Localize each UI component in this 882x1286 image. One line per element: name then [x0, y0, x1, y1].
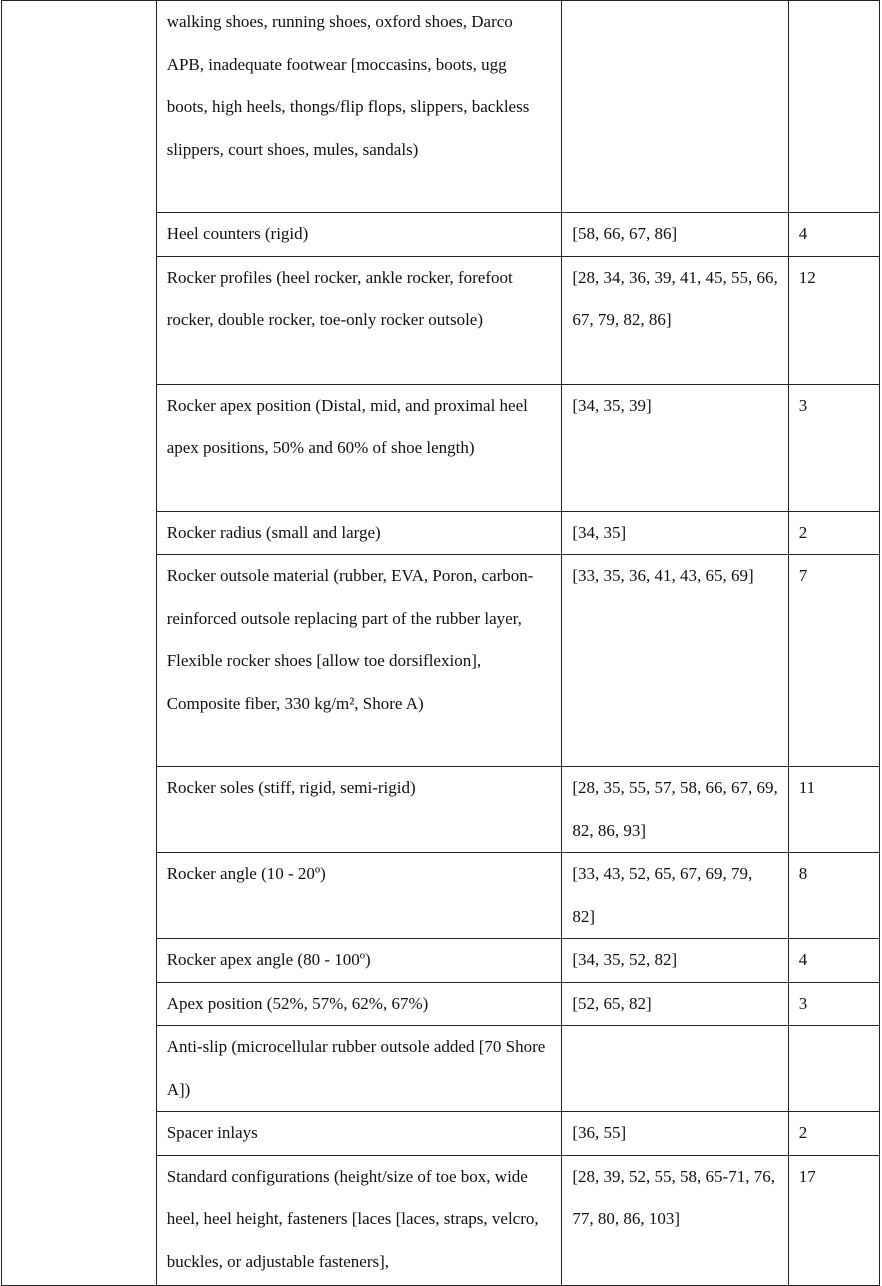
references-cell: [34, 35] [562, 511, 788, 555]
feature-cell: Anti-slip (microcellular rubber outsole added [70 Shore A]) [156, 1026, 562, 1112]
references-cell [562, 1026, 788, 1112]
count-cell: 3 [788, 384, 879, 511]
table-row [2, 1, 880, 213]
feature-cell: walking shoes, running shoes, oxford shoes, Darco APB, inadequate footwear [moccasins, boots, ugg boots, high heels, thongs/flip flops, slippers, backless slippers, court shoes, mules, sandals) [156, 1, 562, 213]
count-cell: 12 [788, 256, 879, 384]
references-cell: [36, 55] [562, 1112, 788, 1156]
count-cell: 2 [788, 1112, 879, 1156]
feature-cell: Rocker apex angle (80 - 100º) [156, 939, 562, 983]
count-cell [788, 1, 879, 213]
feature-cell: Rocker soles (stiff, rigid, semi-rigid) [156, 767, 562, 853]
count-cell: 4 [788, 939, 879, 983]
references-cell [562, 1, 788, 213]
count-cell [788, 1026, 879, 1112]
count-cell: 17 [788, 1155, 879, 1285]
references-cell: [33, 35, 36, 41, 43, 65, 69] [562, 555, 788, 767]
count-cell: 2 [788, 511, 879, 555]
feature-cell: Standard configurations (height/size of toe box, wide heel, heel height, fasteners [laces [laces, straps, velcro, buckles, or adjustable fasteners], [156, 1155, 562, 1285]
references-cell: [33, 43, 52, 65, 67, 69, 79, 82] [562, 853, 788, 939]
feature-cell: Rocker radius (small and large) [156, 511, 562, 555]
count-cell: 11 [788, 767, 879, 853]
references-cell: [52, 65, 82] [562, 982, 788, 1026]
feature-cell: Rocker angle (10 - 20º) [156, 853, 562, 939]
references-cell: [28, 35, 55, 57, 58, 66, 67, 69, 82, 86, 93] [562, 767, 788, 853]
references-cell: [58, 66, 67, 86] [562, 213, 788, 257]
references-cell: [34, 35, 52, 82] [562, 939, 788, 983]
references-cell: [28, 34, 36, 39, 41, 45, 55, 66, 67, 79, 82, 86] [562, 256, 788, 384]
feature-cell: Rocker profiles (heel rocker, ankle rocker, forefoot rocker, double rocker, toe-only rocker outsole) [156, 256, 562, 384]
footwear-features-table [1, 0, 880, 1286]
feature-cell: Rocker apex position (Distal, mid, and proximal heel apex positions, 50% and 60% of shoe length) [156, 384, 562, 511]
feature-cell: Rocker outsole material (rubber, EVA, Poron, carbon-reinforced outsole replacing part of the rubber layer, Flexible rocker shoes [allow toe dorsiflexion], Composite fiber, 330 kg/m², Shore A) [156, 555, 562, 767]
category-cell [2, 1, 157, 1286]
count-cell: 4 [788, 213, 879, 257]
feature-cell: Apex position (52%, 57%, 62%, 67%) [156, 982, 562, 1026]
references-cell: [28, 39, 52, 55, 58, 65-71, 76, 77, 80, 86, 103] [562, 1155, 788, 1285]
references-cell: [34, 35, 39] [562, 384, 788, 511]
count-cell: 8 [788, 853, 879, 939]
feature-cell: Heel counters (rigid) [156, 213, 562, 257]
count-cell: 7 [788, 555, 879, 767]
feature-cell: Spacer inlays [156, 1112, 562, 1156]
count-cell: 3 [788, 982, 879, 1026]
